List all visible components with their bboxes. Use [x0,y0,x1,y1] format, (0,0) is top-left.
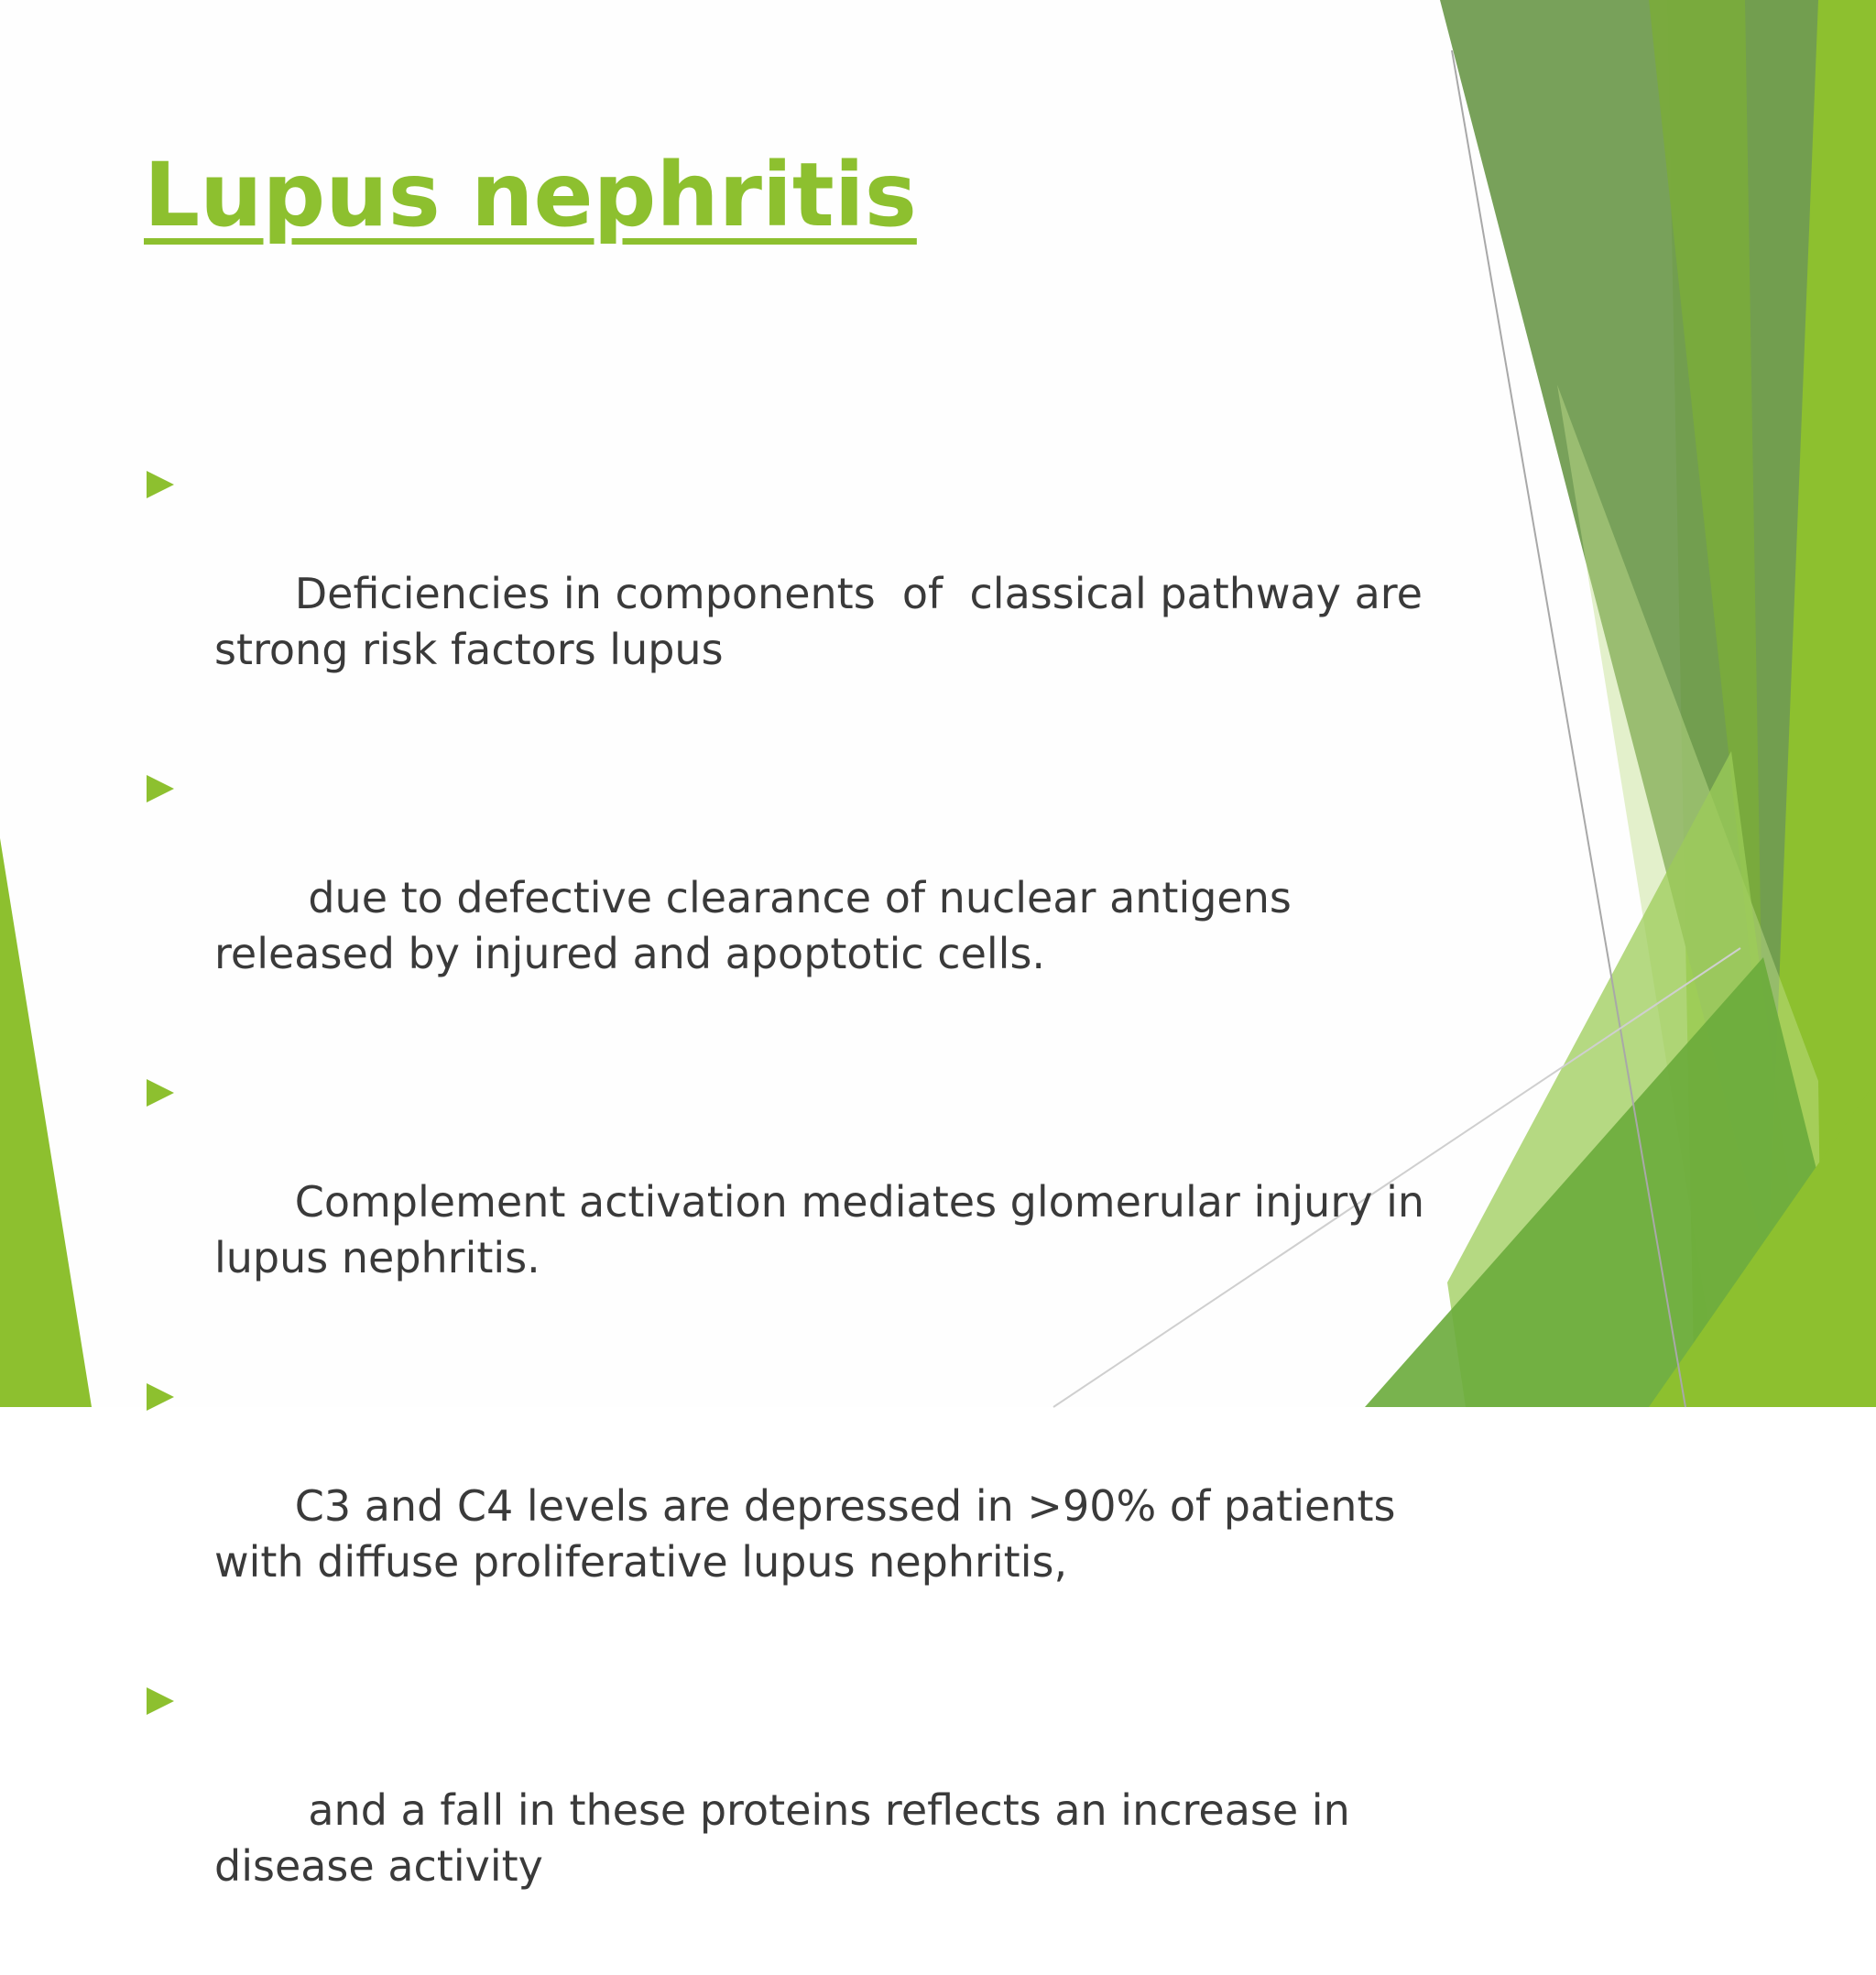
triangle-bullet-icon [147,471,174,498]
bullet-list [144,454,1445,1975]
bullet-text: C3 and C4 levels are depressed in >90% of patients with diffuse proliferative lupus nephritis, [214,1481,1410,1587]
slide-title: Lupus nephritis [144,144,917,246]
triangle-bullet-icon [147,1079,174,1107]
bullet-text: due to defective clearance of nuclear antigens released by injured and apoptotic cells. [214,873,1305,978]
left-green-sliver [0,838,92,1407]
bullet-item [144,1671,1445,1950]
triangle-bullet-icon [147,1383,174,1411]
triangle-bullet-icon [147,775,174,802]
bullet-text: Complement activation mediates glomerular injury in lupus nephritis. [214,1177,1438,1282]
bullet-item [144,1063,1445,1342]
bullet-item [144,758,1445,1038]
bullet-text: and a fall in these proteins reflects an increase in disease activity [214,1785,1364,1891]
bullet-text: Deficiencies in components of classical pathway are strong risk factors lupus [214,569,1436,674]
bullet-item [144,454,1445,734]
triangle-bullet-icon [147,1687,174,1715]
bullet-item [144,1367,1445,1646]
